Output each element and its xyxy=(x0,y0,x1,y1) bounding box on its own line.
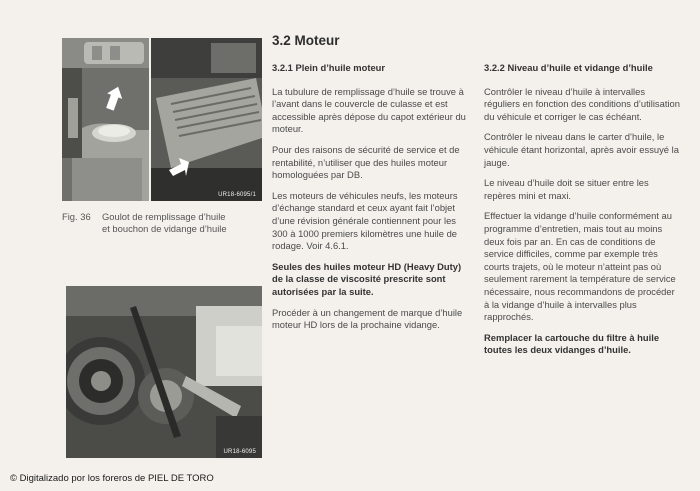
photo-code-top: UR18-6095/1 xyxy=(218,192,256,198)
copyright-footer: © Digitalizado por los foreros de PIEL DE TORO xyxy=(10,473,214,484)
photo-oil-filler-neck xyxy=(62,38,149,201)
paragraph: Contrôler le niveau d’huile à intervalles réguliers en fonction des conditions d’utilisation du véhicule et corriger le cas échéant. xyxy=(484,85,680,122)
subsection-heading-3-2-2: 3.2.2 Niveau d’huile et vidange d’huile xyxy=(484,62,653,73)
paragraph-bold: Seules des huiles moteur HD (Heavy Duty) de la classe de viscosité prescrite sont autorisées par la suite. xyxy=(272,260,462,297)
paragraph: Procéder à un changement de marque d’huile moteur HD lors de la prochaine vidange. xyxy=(272,306,463,331)
photo-oil-drain-plug xyxy=(151,38,262,201)
section-number: 3.2 xyxy=(272,33,291,48)
paragraph: Contrôler le niveau dans le carter d’huile, le véhicule étant horizontal, après avoir essuyé la jauge. xyxy=(484,131,679,168)
column-oil-filling xyxy=(272,62,472,340)
paragraph: Pour des raisons de sécurité de service et de rentabilité, n’utiliser que des huiles moteur homologuées par DB. xyxy=(272,143,460,181)
paragraph: Effectuer la vidange d’huile conformément au programme d’entretien, mais tout au moins deux fois par an. En cas de conditions de service difficiles, comme par exemple très courts trajets, où le moteur n’atteint pas où seulement rarement la température de service nécessaire, nous recommandons de procéder à la vidange d’huile à intervalles plus rapprochés. xyxy=(484,210,676,323)
photo-code-bottom: UR18-6095 xyxy=(223,449,256,455)
paragraph-bold: Remplacer la cartouche du filtre à huile toutes les deux vidanges d’huile. xyxy=(484,331,660,356)
photo-engine-detail xyxy=(66,286,262,458)
paragraph: Les moteurs de véhicules neufs, les moteurs d’échange standard et ceux ayant fait l’objet d’une révision générale contiennent pour les 300 à 1000 premiers kilomètres une huile de rodage. Voir 4.6.1. xyxy=(272,189,458,252)
caption-line-2: et bouchon de vidange d’huile xyxy=(102,223,227,234)
paragraph: Le niveau d’huile doit se situer entre les repères mini et maxi. xyxy=(484,177,649,201)
section-title: Moteur xyxy=(294,33,340,48)
section-heading xyxy=(272,33,340,48)
subsection-heading-3-2-1: 3.2.1 Plein d’huile moteur xyxy=(272,62,386,73)
figure-caption xyxy=(62,211,262,235)
column-oil-level-change xyxy=(484,62,680,365)
caption-line-1: Goulot de remplissage d’huile xyxy=(102,211,226,222)
paragraph: La tubulure de remplissage d’huile se trouve à l’avant dans le couvercle de culasse et est accessible après dépose du capot extérieur du moteur. xyxy=(272,85,466,135)
figure-number: Fig. 36 xyxy=(62,211,91,222)
